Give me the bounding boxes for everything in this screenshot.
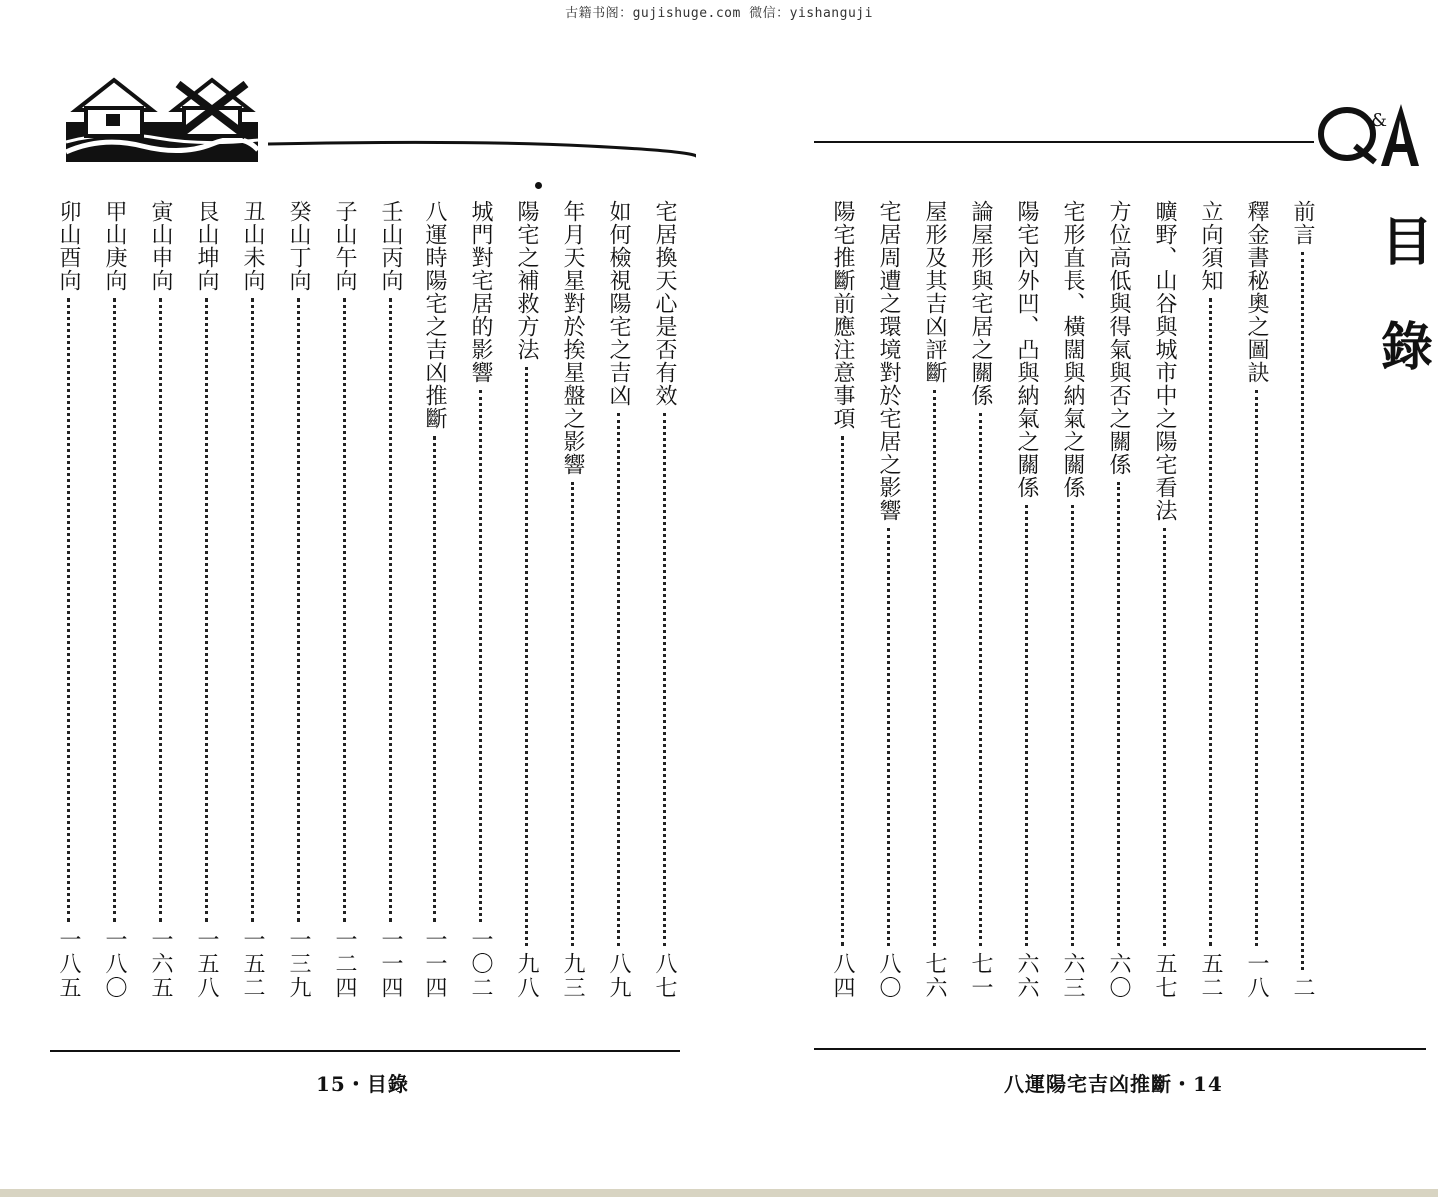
toc-entry-title: 陽宅內外凹、凸與納氣之關係 [1014,200,1039,499]
toc-dot-leader [663,413,666,946]
toc-entry[interactable] [557,200,587,1000]
toc-entry-page: 一五二 [240,928,265,1000]
toc-entry[interactable] [329,200,359,1000]
toc-entry[interactable] [919,200,949,1000]
bullet-dot [535,182,542,189]
toc-entry[interactable] [419,200,449,1000]
toc-entry-title: 八運時陽宅之吉凶推斷 [422,200,447,430]
toc-dot-leader [205,298,208,922]
toc-entry-page: 一一四 [422,928,447,1000]
toc-entry[interactable] [873,200,903,1000]
qa-logo-icon [1315,96,1435,176]
toc-entry[interactable] [237,200,267,1000]
toc-entry-page: 五七 [1152,952,1177,1000]
house-logo-icon [62,74,262,166]
toc-entry-title: 年月天星對於挨星盤之影響 [560,200,585,476]
toc-entry[interactable] [1195,200,1225,1000]
toc-entry-page: 六〇 [1106,952,1131,1000]
toc-entry[interactable] [649,200,679,1000]
footer-rule [814,1048,1426,1050]
toc-entry[interactable] [1149,200,1179,1000]
toc-entry-title: 宅形直長、橫闊與納氣之關係 [1060,200,1085,499]
toc-dot-leader [159,298,162,922]
toc-entry[interactable] [603,200,633,1000]
toc-entry-page: 二 [1290,976,1315,1000]
toc-dot-leader [343,298,346,922]
page-footer: 15・目錄 [316,1072,409,1096]
toc-entry[interactable] [827,200,857,1000]
toc-dot-leader [67,298,70,922]
toc-dot-leader [979,413,982,946]
header-rule [814,141,1314,143]
toc-dot-leader [887,528,890,946]
toc-dot-leader [389,298,392,922]
toc-entry[interactable] [145,200,175,1000]
toc-entry-title: 宅居換天心是否有效 [652,200,677,407]
toc-entry-title: 甲山庚向 [102,200,127,292]
toc-entry-page: 一〇二 [468,928,493,1000]
toc-entry-title: 前言 [1290,200,1315,246]
toc-entry-page: 一六五 [148,928,173,1000]
toc-entry-title: 方位高低與得氣與否之關係 [1106,200,1131,476]
toc-entry-page: 一八五 [56,928,81,1000]
toc-dot-leader [297,298,300,922]
svg-text:&: & [1371,110,1388,131]
toc-dot-leader [1209,298,1212,946]
toc-entry-page: 六三 [1060,952,1085,1000]
toc-dot-leader [1255,390,1258,946]
toc-entry-title: 陽宅推斷前應注意事項 [830,200,855,430]
toc-entry-page: 九八 [514,952,539,1000]
toc-dot-leader [933,390,936,946]
toc-entry[interactable] [1011,200,1041,1000]
toc-entry-title: 卯山酉向 [56,200,81,292]
toc-dot-leader [617,413,620,946]
toc-dot-leader [479,390,482,922]
qa-logo [1315,96,1435,176]
toc-entry-page: 一二四 [332,928,357,1000]
toc-dot-leader [1071,505,1074,946]
footer-rule [50,1050,680,1052]
toc-dot-leader [1025,505,1028,946]
toc-entry-title: 城門對宅居的影響 [468,200,493,384]
toc-entry-page: 八四 [830,952,855,1000]
toc-entry-title: 艮山坤向 [194,200,219,292]
toc-entry-page: 六六 [1014,952,1039,1000]
toc-entry[interactable] [1103,200,1133,1000]
toc-entry-page: 八〇 [876,952,901,1000]
toc-entry[interactable] [375,200,405,1000]
toc-entry-title: 立向須知 [1198,200,1223,292]
toc-entry-page: 八九 [606,952,631,1000]
toc-entry-title: 子山午向 [332,200,357,292]
toc-entry-title: 壬山丙向 [378,200,403,292]
toc-entry-title: 寅山申向 [148,200,173,292]
toc-entry[interactable] [965,200,995,1000]
toc-entry[interactable] [1057,200,1087,1000]
toc-entry-page: 七一 [968,952,993,1000]
toc-dot-leader [1163,528,1166,946]
toc-entry-title: 丑山未向 [240,200,265,292]
toc-entry[interactable] [1287,200,1317,1000]
toc-entry-page: 一八〇 [102,928,127,1000]
toc-entry-page: 一八 [1244,952,1269,1000]
toc-dot-leader [433,436,436,922]
toc-entry-title: 陽宅之補救方法 [514,200,539,361]
toc-entry[interactable] [511,200,541,1000]
toc-dot-leader [251,298,254,922]
toc-dot-leader [1117,482,1120,946]
toc-entry-title: 釋金書秘奧之圖訣 [1244,200,1269,384]
toc-entry-page: 八七 [652,952,677,1000]
toc-entry-page: 一一四 [378,928,403,1000]
toc-entry[interactable] [283,200,313,1000]
toc-dot-leader [571,482,574,946]
toc-dot-leader [841,436,844,946]
toc-entry-title: 屋形及其吉凶評斷 [922,200,947,384]
scan-edge [0,1189,1438,1197]
toc-entry-title: 宅居周遭之環境對於宅居之影響 [876,200,901,522]
right-page [719,0,1438,1197]
toc-dot-leader [525,367,528,946]
toc-dot-leader [1301,252,1304,970]
toc-entry-page: 九三 [560,952,585,1000]
toc-entry-page: 一三九 [286,928,311,1000]
page-footer: 八運陽宅吉凶推斷・14 [1004,1072,1223,1096]
toc-entry-page: 一五八 [194,928,219,1000]
toc-entry-title: 論屋形與宅居之關係 [968,200,993,407]
toc-entry[interactable] [1241,200,1271,1000]
heading-char: 錄 [1381,317,1434,378]
header-rule [268,138,696,162]
toc-entry[interactable] [465,200,495,1000]
toc-entry-page: 五二 [1198,952,1223,1000]
toc-entry[interactable] [191,200,221,1000]
toc-dot-leader [113,298,116,922]
toc-entry-title: 曠野、山谷與城市中之陽宅看法 [1152,200,1177,522]
heading-char: 目 [1381,212,1434,273]
watermark: 古籍书阁：gujishuge.com 微信：yishanguji [565,6,873,21]
toc-entry-title: 如何檢視陽宅之吉凶 [606,200,631,407]
toc-entry-title: 癸山丁向 [286,200,311,292]
toc-entry-page: 七六 [922,952,947,1000]
toc-entry[interactable] [99,200,129,1000]
toc-entry[interactable] [53,200,83,1000]
